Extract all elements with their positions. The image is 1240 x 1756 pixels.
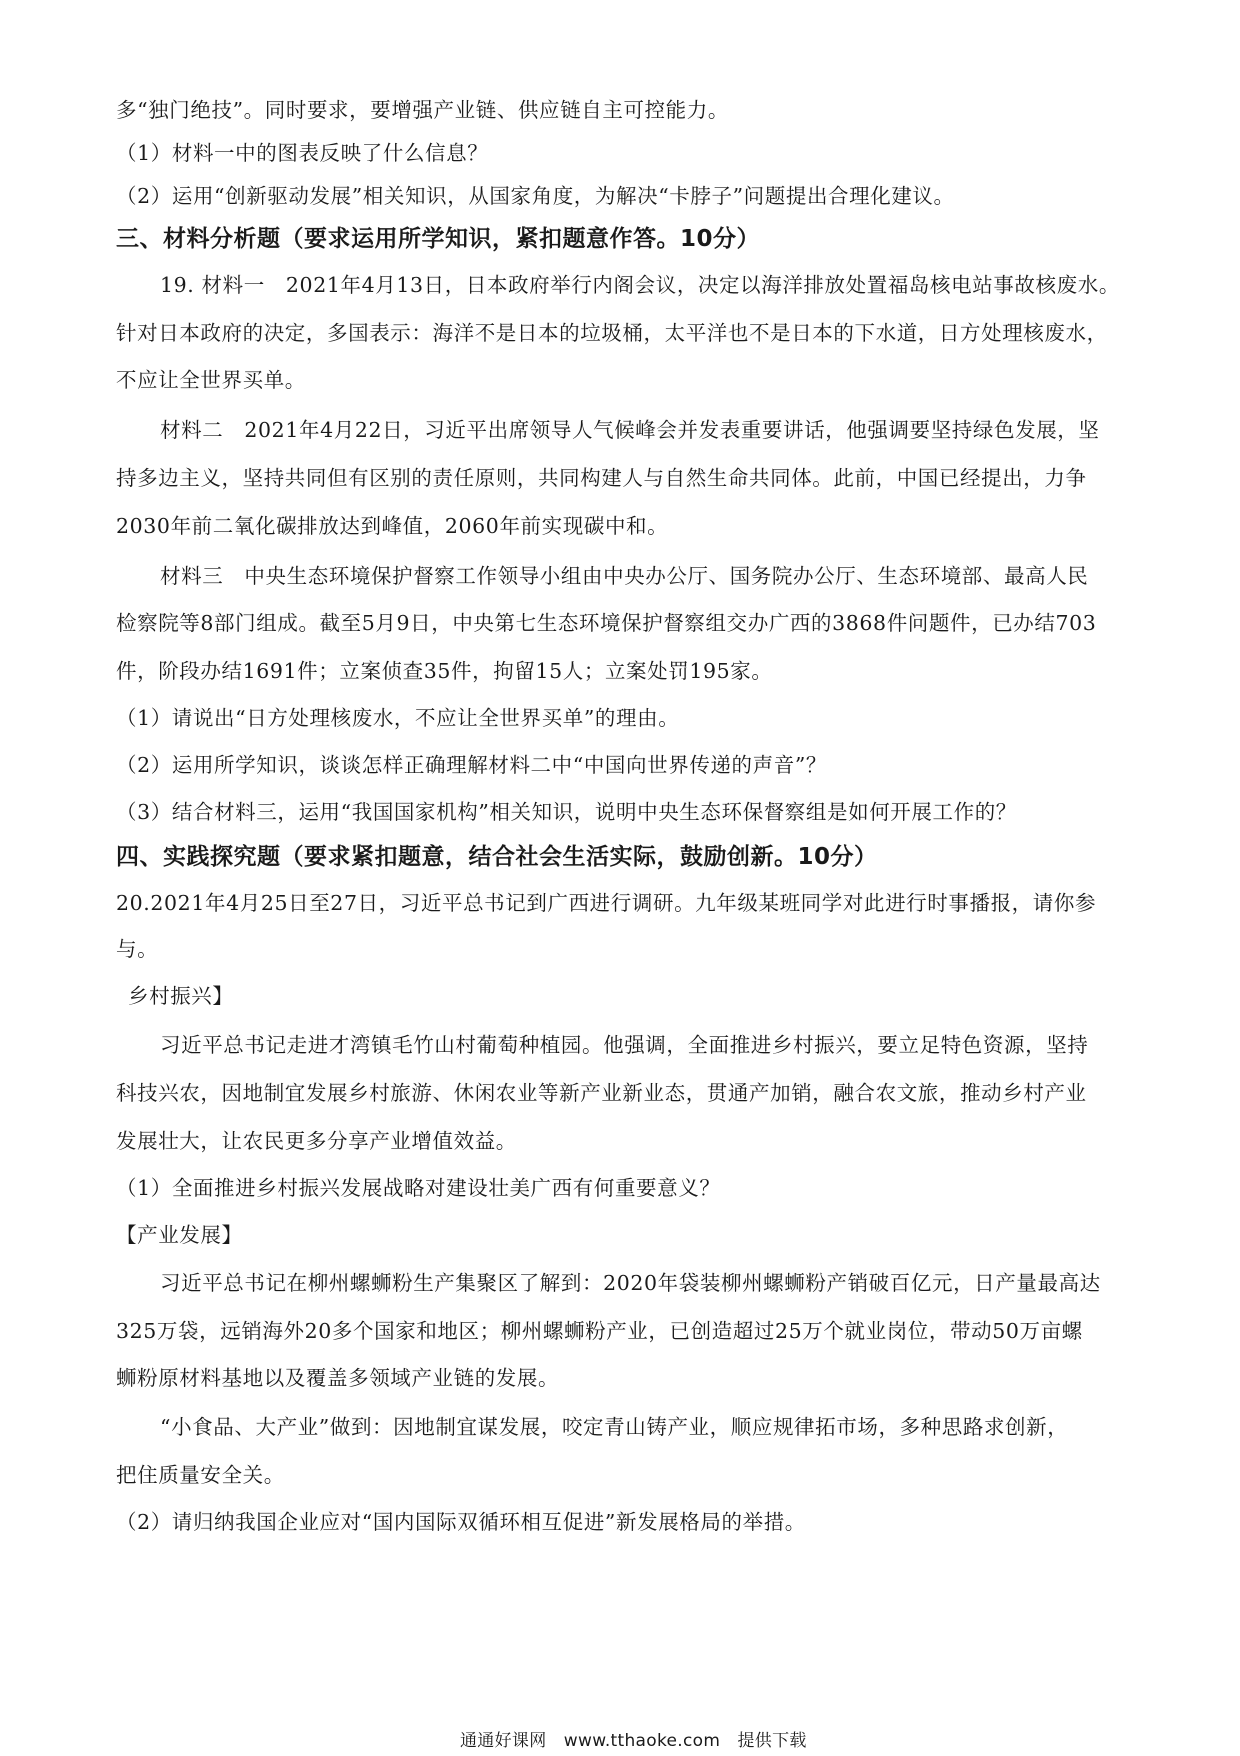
text-line: 蛳粉原材料基地以及覆盖多领域产业链的发展。 bbox=[116, 1366, 560, 1390]
text-line: “小食品、大产业”做到：因地制宜谋发展，咬定青山铸产业，顺应规律拓市场，多种思路求创新， bbox=[160, 1415, 1069, 1439]
text-line: 20.2021年4月25日至27日，习近平总书记到广西进行调研。九年级某班同学对此进行时事播报，请你参 bbox=[116, 891, 1097, 915]
text-line: 2030年前二氧化碳排放达到峰值，2060年前实现碳中和。 bbox=[116, 514, 669, 538]
section-heading: 四、实践探究题（要求紧扣题意，结合社会生活实际，鼓励创新。10分） bbox=[116, 844, 878, 870]
question-line: （1）全面推进乡村振兴发展战略对建设壮美广西有何重要意义？ bbox=[116, 1176, 721, 1200]
question-line: （2）请归纳我国企业应对“国内国际双循环相互促进”新发展格局的举措。 bbox=[116, 1510, 806, 1534]
text-line: 325万袋，远销海外20多个国家和地区；柳州螺蛳粉产业，已创造超过25万个就业岗位，带动50万亩螺 bbox=[116, 1319, 1083, 1343]
section-heading: 三、材料分析题（要求运用所学知识，紧扣题意作答。10分） bbox=[116, 226, 761, 252]
subsection-label: 【产业发展】 bbox=[116, 1223, 243, 1247]
text-line: 与。 bbox=[116, 937, 159, 961]
question-line: （1）材料一中的图表反映了什么信息？ bbox=[116, 141, 489, 165]
text-line: 持多边主义，坚持共同但有区别的责任原则，共同构建人与自然生命共同体。此前，中国已经提出，力争 bbox=[116, 466, 1087, 490]
text-line: 19. 材料一 2021年4月13日，日本政府举行内阁会议，决定以海洋排放处置福岛核电站事故核废水。 bbox=[160, 273, 1120, 297]
text-line: 发展壮大，让农民更多分享产业增值效益。 bbox=[116, 1129, 517, 1153]
text-line: 把住质量安全关。 bbox=[116, 1463, 285, 1487]
text-line: 习近平总书记在柳州螺蛳粉生产集聚区了解到：2020年袋装柳州螺蛳粉产销破百亿元，日产量最高达 bbox=[160, 1271, 1101, 1295]
text-line: 习近平总书记走进才湾镇毛竹山村葡萄种植园。他强调，全面推进乡村振兴，要立足特色资源，坚持 bbox=[160, 1033, 1089, 1057]
text-line: 针对日本政府的决定，多国表示：海洋不是日本的垃圾桶，太平洋也不是日本的下水道，日方处理核废水， bbox=[116, 321, 1108, 345]
text-line: 多“独门绝技”。同时要求，要增强产业链、供应链自主可控能力。 bbox=[116, 98, 729, 122]
question-line: （1）请说出“日方处理核废水，不应让全世界买单”的理由。 bbox=[116, 706, 680, 730]
subsection-label: 乡村振兴】 bbox=[128, 984, 234, 1008]
text-line: 材料二 2021年4月22日，习近平出席领导人气候峰会并发表重要讲话，他强调要坚持绿色发展，坚 bbox=[160, 418, 1100, 442]
text-line: 材料三 中央生态环境保护督察工作领导小组由中央办公厅、国务院办公厅、生态环境部、最高人民 bbox=[160, 564, 1089, 588]
question-line: （3）结合材料三，运用“我国国家机构”相关知识，说明中央生态环保督察组是如何开展工作的？ bbox=[116, 800, 1017, 824]
question-line: （2）运用所学知识，谈谈怎样正确理解材料二中“中国向世界传递的声音”？ bbox=[116, 753, 828, 777]
text-line: 检察院等8部门组成。截至5月9日，中央第七生态环境保护督察组交办广西的3868件问题件，已办结703 bbox=[116, 611, 1097, 635]
page-footer: 通通好课网 www.tthaoke.com 提供下载 bbox=[460, 1731, 807, 1751]
text-line: 不应让全世界买单。 bbox=[116, 368, 306, 392]
text-line: 件，阶段办结1691件；立案侦查35件，拘留15人；立案处罚195家。 bbox=[116, 659, 773, 683]
text-line: 科技兴农，因地制宜发展乡村旅游、休闲农业等新产业新业态，贯通产加销，融合农文旅，推动乡村产业 bbox=[116, 1081, 1087, 1105]
question-line: （2）运用“创新驱动发展”相关知识，从国家角度，为解决“卡脖子”问题提出合理化建议。 bbox=[116, 184, 955, 208]
